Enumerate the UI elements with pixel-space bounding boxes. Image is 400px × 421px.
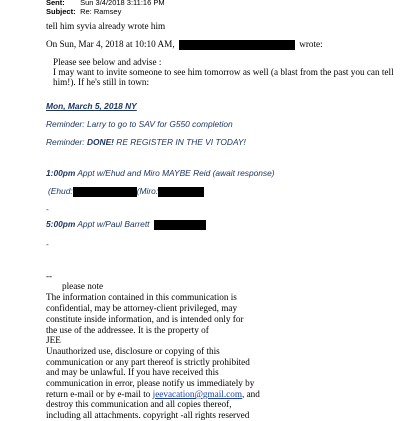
reminder-2-done: DONE! (86, 137, 114, 147)
subject-row (46, 7, 121, 16)
contact-ehud-label: (Ehud: (48, 186, 73, 196)
appointment-2-text: Appt w/Paul Barrett (75, 219, 150, 229)
dash-separator: - (46, 204, 49, 214)
contact-miro-label: (Miro: (136, 186, 159, 196)
redaction-block (154, 220, 206, 230)
redaction-block (158, 187, 204, 197)
redaction-block (73, 187, 137, 197)
subject-label: Subject: (46, 7, 76, 16)
quote-intro (46, 39, 323, 50)
disclaimer-line: the use of the addressee. It is the property of (46, 325, 209, 335)
reminder-2-prefix: Reminder: (46, 137, 87, 147)
quote-intro-suffix: wrote: (299, 39, 323, 49)
disclaimer-text: return e-mail or by e-mail to (46, 389, 153, 399)
appointment-2-time: 5:00pm (46, 219, 76, 229)
reminder-2-rest: RE REGISTER IN THE VI TODAY! (113, 137, 246, 147)
please-note: please note (62, 281, 104, 291)
reminder-2 (46, 137, 246, 147)
appointment-2 (46, 219, 206, 230)
dash-separator: - (46, 239, 49, 249)
sent-value: Sun 3/4/2018 3:11:16 PM (80, 0, 165, 7)
disclaimer-line: confidential, may be attorney-client privileged, may (46, 303, 238, 313)
disclaimer-line: constitute inside information, and is intended only for (46, 314, 244, 324)
appointment-1-time: 1:00pm (46, 168, 76, 178)
quote-intro-prefix: On Sun, Mar 4, 2018 at 10:10 AM, (46, 39, 175, 49)
disclaimer-line: destroy this communication and all copies thereof, (46, 399, 232, 409)
sent-label: Sent: (46, 0, 65, 7)
disclaimer-line: The information contained in this communication is (46, 292, 237, 302)
appointment-1 (46, 168, 275, 178)
reply-line: tell him syvia already wrote him (46, 21, 166, 31)
email-link[interactable]: jeevacation@gmail.com (152, 389, 242, 399)
appointment-1-text: Appt w/Ehud and Miro MAYBE Reid (await response) (75, 168, 275, 178)
disclaimer-line: including all attachments. copyright -all rights reserved (46, 410, 250, 420)
disclaimer-line: communication or any part thereof is strictly prohibited (46, 357, 250, 367)
subject-value: Re: Ramsey (80, 7, 122, 16)
disclaimer-text: , and (241, 389, 260, 399)
schedule-date-heading: Mon, March 5, 2018 NY (46, 101, 137, 111)
disclaimer-line: and may be unlawful. If you have received this (46, 367, 219, 377)
redaction-block (179, 40, 295, 50)
reminder-1: Reminder: Larry to go to SAV for G550 completion (46, 119, 233, 129)
quote-line-2: I may want to invite someone to see him tomorrow as well (a blast from the past you can tell (53, 67, 394, 77)
disclaimer-line: Unauthorized use, disclosure or copying of this (46, 346, 220, 356)
disclaimer-line: JEE (46, 335, 61, 345)
appointment-1-contacts (48, 186, 204, 197)
quote-line-1: Please see below and advise : (53, 57, 162, 67)
sent-row (46, 0, 165, 7)
disclaimer-line: communication in error, please notify us immediately by (46, 378, 255, 388)
signature-separator: -- (46, 271, 53, 281)
quote-line-3: him!). If he's still in town: (53, 77, 150, 87)
